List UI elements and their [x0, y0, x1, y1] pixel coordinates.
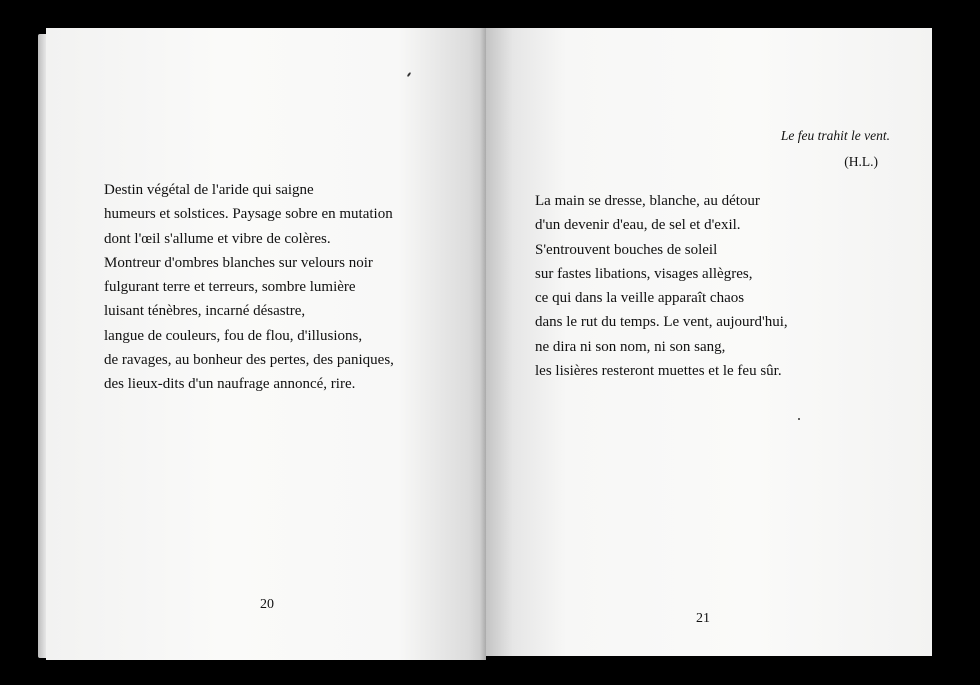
left-poem [104, 178, 394, 397]
poem-line: Montreur d'ombres blanches sur velours noir [104, 254, 373, 271]
right-page [486, 28, 932, 656]
poem-line: S'entrouvent bouches de soleil [535, 241, 718, 258]
poem-line: les lisières resteront muettes et le feu sûr. [535, 363, 782, 380]
ink-speck [407, 72, 412, 77]
page-number-right: 21 [696, 611, 710, 626]
poem-line: de ravages, au bonheur des pertes, des paniques, [104, 352, 394, 369]
poem-line: luisant ténèbres, incarné désastre, [104, 303, 306, 320]
poem-line: ce qui dans la veille apparaît chaos [535, 290, 745, 307]
poem-line: dans le rut du temps. Le vent, aujourd'hui, [535, 314, 788, 331]
left-page [46, 28, 486, 660]
epigraph-attribution: (H.L.) [844, 154, 878, 169]
poem-line: sur fastes libations, visages allègres, [535, 265, 753, 282]
poem-line: humeurs et solstices. Paysage sobre en mutation [104, 206, 393, 223]
poem-line: La main se dresse, blanche, au détour [535, 193, 760, 209]
poem-line: ne dira ni son nom, ni son sang, [535, 338, 726, 355]
page-number-left: 20 [260, 597, 274, 612]
poem-line: des lieux-dits d'un naufrage annoncé, rire. [104, 376, 356, 393]
poem-line: langue de couleurs, fou de flou, d'illusions, [104, 327, 363, 344]
epigraph: Le feu trahit le vent. [780, 128, 890, 143]
poem-line: Destin végétal de l'aride qui saigne [104, 182, 314, 198]
poem-line: fulgurant terre et terreurs, sombre lumière [104, 279, 356, 296]
right-poem [535, 189, 788, 383]
poem-line: dont l'œil s'allume et vibre de colères. [104, 230, 331, 247]
poem-line: d'un devenir d'eau, de sel et d'exil. [535, 217, 741, 234]
ink-speck [798, 418, 800, 420]
